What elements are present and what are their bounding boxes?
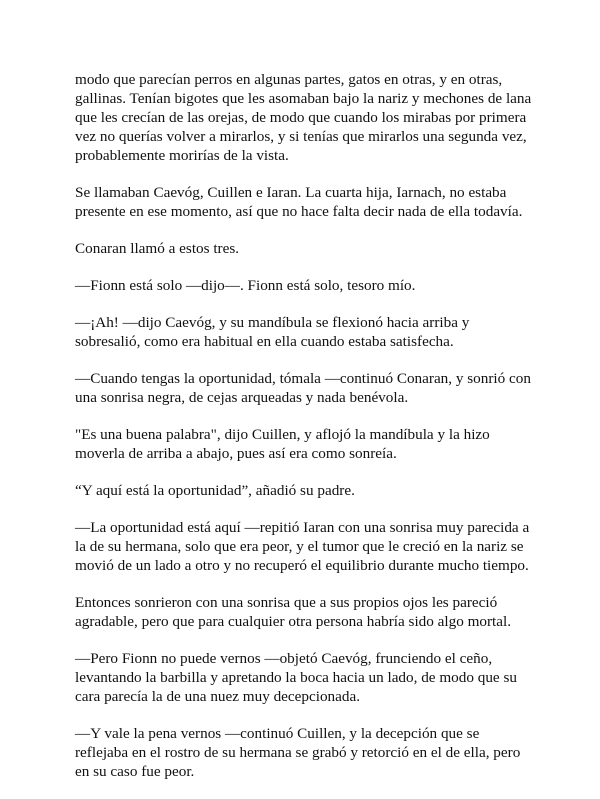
paragraph-6: —Cuando tengas la oportunidad, tómala —continuó Conaran, y sonrió con una sonrisa negra, de cejas arqueadas y nada benévola. <box>75 370 531 406</box>
paragraph-2: Se llamaban Caevóg, Cuillen e Iaran. La cuarta hija, Iarnach, no estaba presente en ese momento, así que no hace falta decir nada de ella todavía. <box>75 184 523 220</box>
paragraph-1: modo que parecían perros en algunas partes, gatos en otras, y en otras, gallinas. Tenían bigotes que les asomaban bajo la nariz y mechones de lana que les crecían de las orejas, de modo que cuando los mirabas por primera vez no querías volver a mirarlos, y si tenías que mirarlos una segunda vez, probablemente morirías de la vista. <box>75 71 532 164</box>
paragraph-12: —Y vale la pena vernos —continuó Cuillen, y la decepción que se reflejaba en el rostro de su hermana se grabó y retorció en el de ella, pero en su caso fue peor. <box>75 725 521 780</box>
document-page <box>75 70 535 799</box>
paragraph-9: —La oportunidad está aquí —repitió Iaran con una sonrisa muy parecida a la de su hermana, solo que era peor, y el tumor que le creció en la nariz se movió de un lado a otro y no recuperó el equilibrio durante mucho tiempo. <box>75 519 530 574</box>
paragraph-4: —Fionn está solo —dijo—. Fionn está solo, tesoro mío. <box>75 277 416 294</box>
paragraph-5: —¡Ah! —dijo Caevóg, y su mandíbula se flexionó hacia arriba y sobresalió, como era habitual en ella cuando estaba satisfecha. <box>75 314 470 350</box>
paragraph-8: “Y aquí está la oportunidad”, añadió su padre. <box>75 482 355 499</box>
paragraph-11: —Pero Fionn no puede vernos —objetó Caevóg, frunciendo el ceño, levantando la barbilla y apretando la boca hacia un lado, de modo que su cara parecía la de una nuez muy decepcionada. <box>75 650 517 705</box>
paragraph-3: Conaran llamó a estos tres. <box>75 240 240 257</box>
paragraph-10: Entonces sonrieron con una sonrisa que a sus propios ojos les pareció agradable, pero que para cualquier otra persona habría sido algo mortal. <box>75 594 512 630</box>
paragraph-7: "Es una buena palabra", dijo Cuillen, y aflojó la mandíbula y la hizo moverla de arriba a abajo, pues así era como sonreía. <box>75 426 490 462</box>
